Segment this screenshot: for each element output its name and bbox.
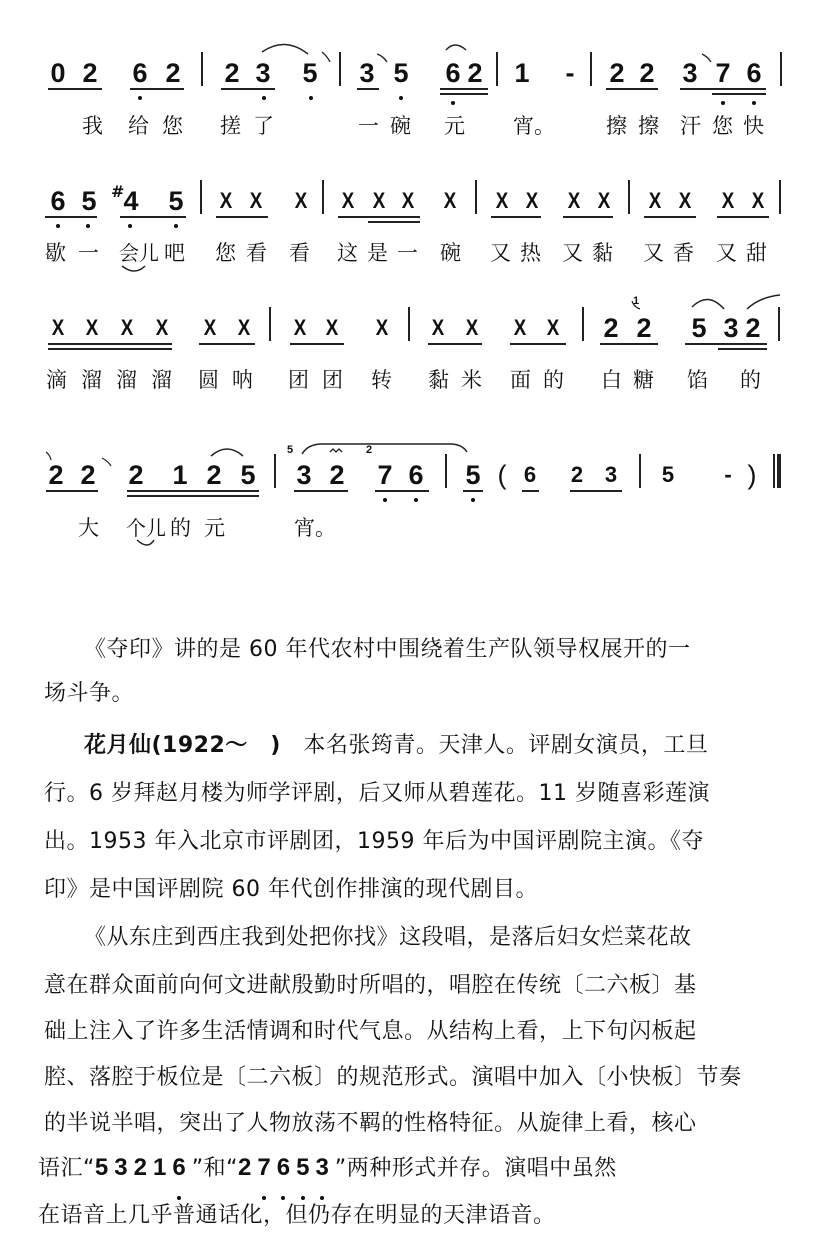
note: 3 <box>682 58 698 88</box>
lyric: 您 <box>215 241 236 265</box>
lyric: 转 <box>371 368 392 392</box>
grace-note: 2 <box>366 444 373 456</box>
note: 2 <box>329 460 345 490</box>
spoken-beat: X <box>219 188 233 213</box>
spoken-beat: X <box>751 188 765 213</box>
spoken-beat: X <box>155 315 169 340</box>
lyric: 快 <box>743 114 764 138</box>
note: 5 <box>302 58 318 88</box>
lyric: 会儿 <box>119 241 159 265</box>
spoken-beat: X <box>401 188 415 213</box>
note: 6 <box>408 460 424 490</box>
spoken-beat: X <box>293 315 307 340</box>
note: 5 <box>661 462 675 487</box>
grace-note: 5 <box>287 444 294 456</box>
motif-note-low: 6 <box>277 1144 296 1192</box>
slur-marks <box>0 460 822 580</box>
paragraph-text: 本名张筠青。天津人。评剧女演员，工旦 <box>280 733 709 758</box>
lyric: 的 <box>170 516 191 540</box>
spoken-beat: X <box>237 315 251 340</box>
motif-note: 2 <box>238 1154 258 1181</box>
motif-note: 3 <box>114 1154 134 1181</box>
note: 6 <box>523 462 537 487</box>
lyric: 又 <box>490 241 511 265</box>
paragraph-2-line-4: 印》是中国评剧院 60 年代创作排演的现代剧目。 <box>44 877 538 902</box>
motif-note-low: 5 <box>296 1144 315 1192</box>
lyric: 又 <box>562 241 583 265</box>
note: 5 <box>691 313 707 343</box>
lyric: 溜 <box>151 368 172 392</box>
lyric: 一 <box>78 241 99 265</box>
note: 1 <box>514 58 530 88</box>
note: 2 <box>224 58 240 88</box>
spoken-beat: X <box>525 188 539 213</box>
spoken-beat: X <box>203 315 217 340</box>
paragraph-3-line-7: 在语音上几乎普通话化，但仍存在明显的天津语音。 <box>38 1203 556 1228</box>
lyric: 糖 <box>633 368 654 392</box>
spoken-beat: X <box>678 188 692 213</box>
lyric: 甜 <box>746 241 767 265</box>
note: 6 <box>132 58 148 88</box>
jianpu-score <box>0 0 822 560</box>
lyric: 溜 <box>81 368 102 392</box>
lyric: 我 <box>82 114 103 138</box>
lyric: 又 <box>643 241 664 265</box>
note: 3 <box>723 313 739 343</box>
paragraph-1-line-2: 场斗争。 <box>44 681 135 706</box>
paragraph-3-line-6 <box>38 1144 617 1193</box>
note: 7 <box>377 460 393 490</box>
note: 1 <box>172 460 188 490</box>
lyric: 热 <box>520 241 541 265</box>
lyric: 馅 <box>687 368 708 392</box>
note: 7 <box>715 58 731 88</box>
spoken-beat: X <box>495 188 509 213</box>
spoken-beat: X <box>249 188 263 213</box>
note: 4 <box>123 186 139 216</box>
note: 3 <box>604 462 618 487</box>
lyric: 个儿 <box>126 516 166 540</box>
note: 5 <box>168 186 184 216</box>
lyric: 您 <box>162 114 183 138</box>
lyric: 看 <box>289 241 310 265</box>
note: 5 <box>240 460 256 490</box>
spoken-beat: X <box>597 188 611 213</box>
note: 2 <box>603 313 619 343</box>
spoken-beat: X <box>120 315 134 340</box>
spoken-beat: X <box>294 188 308 213</box>
note: 2 <box>609 58 625 88</box>
note: 2 <box>639 58 655 88</box>
lyric: 米 <box>461 368 482 392</box>
lyric: 又 <box>716 241 737 265</box>
note: 6 <box>746 58 762 88</box>
lyric: 黏 <box>592 241 613 265</box>
motif-53216 <box>95 1154 192 1181</box>
spoken-beat: X <box>443 188 457 213</box>
lyric: 您 <box>712 114 733 138</box>
note: 0 <box>50 58 66 88</box>
lyric: 这 <box>337 241 358 265</box>
note: 6 <box>445 58 461 88</box>
paragraph-3-line-1: 《从东庄到西庄我到处把你找》这段唱，是落后妇女烂菜花故 <box>84 925 692 950</box>
grace-note: 1 <box>633 295 640 307</box>
motif-note: 5 <box>94 1154 115 1181</box>
note: 3 <box>296 460 312 490</box>
lyric: 碗 <box>390 114 411 138</box>
lyric: 给 <box>128 114 149 138</box>
note: 2 <box>128 460 144 490</box>
note: 2 <box>206 460 222 490</box>
performer-name: 花月仙(1922～ ) <box>84 733 281 758</box>
spoken-beat: X <box>372 188 386 213</box>
lyric: 大 <box>78 516 99 540</box>
spoken-beat: X <box>648 188 662 213</box>
spoken-beat: X <box>341 188 355 213</box>
note: 6 <box>50 186 66 216</box>
lyric: 宵。 <box>513 114 555 138</box>
paragraph-text: ”两种形式并存。演唱中虽然 <box>334 1156 617 1181</box>
paragraph-3-line-2: 意在群众面前向何文进献殷勤时所唱的，唱腔在传统〔二六板〕基 <box>44 973 697 998</box>
motif-27653 <box>238 1154 335 1181</box>
note: 2 <box>82 58 98 88</box>
lyric: 白 <box>601 368 622 392</box>
lyric: 吧 <box>164 241 185 265</box>
lyric: 香 <box>673 241 694 265</box>
lyric: 的 <box>740 368 761 392</box>
note: 2 <box>165 58 181 88</box>
dash: - <box>724 462 732 487</box>
spoken-beat: X <box>431 315 445 340</box>
spoken-beat: X <box>721 188 735 213</box>
dash: - <box>565 58 575 88</box>
motif-note-low: 7 <box>257 1144 276 1192</box>
lyric: 搓 <box>220 114 241 138</box>
lyric: 呐 <box>232 368 253 392</box>
motif-note: 1 <box>152 1154 173 1181</box>
note: 3 <box>359 58 375 88</box>
lyric: 了 <box>253 114 274 138</box>
paragraph-3-line-3: 础上注入了许多生活情调和时代气息。从结构上看，上下句闪板起 <box>44 1019 697 1044</box>
spoken-beat: X <box>465 315 479 340</box>
spoken-beat: X <box>513 315 527 340</box>
motif-note-low: 6 <box>172 1144 191 1192</box>
note: 5 <box>81 186 97 216</box>
lyric: 圆 <box>198 368 219 392</box>
paragraph-1-line-1: 《夺印》讲的是 60 年代农村中围绕着生产队领导权展开的一 <box>84 637 691 662</box>
lyric: 宵。 <box>294 516 336 540</box>
lyric: 擦 <box>606 114 627 138</box>
note: 5 <box>393 58 409 88</box>
paragraph-2-line-1 <box>84 722 708 770</box>
lyric: 是 <box>367 241 388 265</box>
spoken-beat: X <box>546 315 560 340</box>
paragraph-text: ”和“ <box>191 1156 238 1181</box>
note: 2 <box>48 460 64 490</box>
spoken-beat: X <box>51 315 65 340</box>
note: 2 <box>636 313 652 343</box>
lyric: 元 <box>204 516 225 540</box>
lyric: 一 <box>358 114 379 138</box>
lyric: 汗 <box>680 114 701 138</box>
lyric: 擦 <box>638 114 659 138</box>
paragraph-2-line-2: 行。6 岁拜赵月楼为师学评剧，后又师从碧莲花。11 岁随喜彩莲演 <box>44 781 710 806</box>
bracket-close: ) <box>747 460 757 490</box>
spoken-beat: X <box>85 315 99 340</box>
paragraph-2-line-3: 出。1953 年入北京市评剧团，1959 年后为中国评剧院主演。《夺 <box>44 829 704 854</box>
paragraph-3-line-5: 的半说半唱，突出了人物放荡不羁的性格特征。从旋律上看，核心 <box>44 1111 697 1136</box>
spoken-beat: X <box>567 188 581 213</box>
bracket-open: ( <box>497 460 507 490</box>
lyric: 团 <box>322 368 343 392</box>
motif-note-low: 3 <box>315 1144 334 1192</box>
note: 2 <box>80 460 96 490</box>
lyric: 的 <box>543 368 564 392</box>
lyric: 看 <box>246 241 267 265</box>
lyric: 团 <box>288 368 309 392</box>
sharp-sign: # <box>111 182 125 201</box>
lyric: 面 <box>510 368 531 392</box>
note: 2 <box>570 462 584 487</box>
motif-note: 2 <box>133 1154 153 1181</box>
spoken-beat: X <box>325 315 339 340</box>
spoken-beat: X <box>375 315 389 340</box>
lyric: 元 <box>444 114 465 138</box>
lyric: 黏 <box>428 368 449 392</box>
paragraph-3-line-4: 腔、落腔于板位是〔二六板〕的规范形式。演唱中加入〔小快板〕节奏 <box>44 1065 742 1090</box>
lyric: 溜 <box>116 368 137 392</box>
lyric: 歇 <box>45 241 66 265</box>
lyric: 一 <box>397 241 418 265</box>
note: 3 <box>255 58 271 88</box>
note: 2 <box>745 313 761 343</box>
note: 5 <box>465 460 481 490</box>
lyric: 滴 <box>46 368 67 392</box>
paragraph-text: 语汇“ <box>38 1156 95 1181</box>
note: 2 <box>467 58 483 88</box>
lyric: 碗 <box>440 241 461 265</box>
